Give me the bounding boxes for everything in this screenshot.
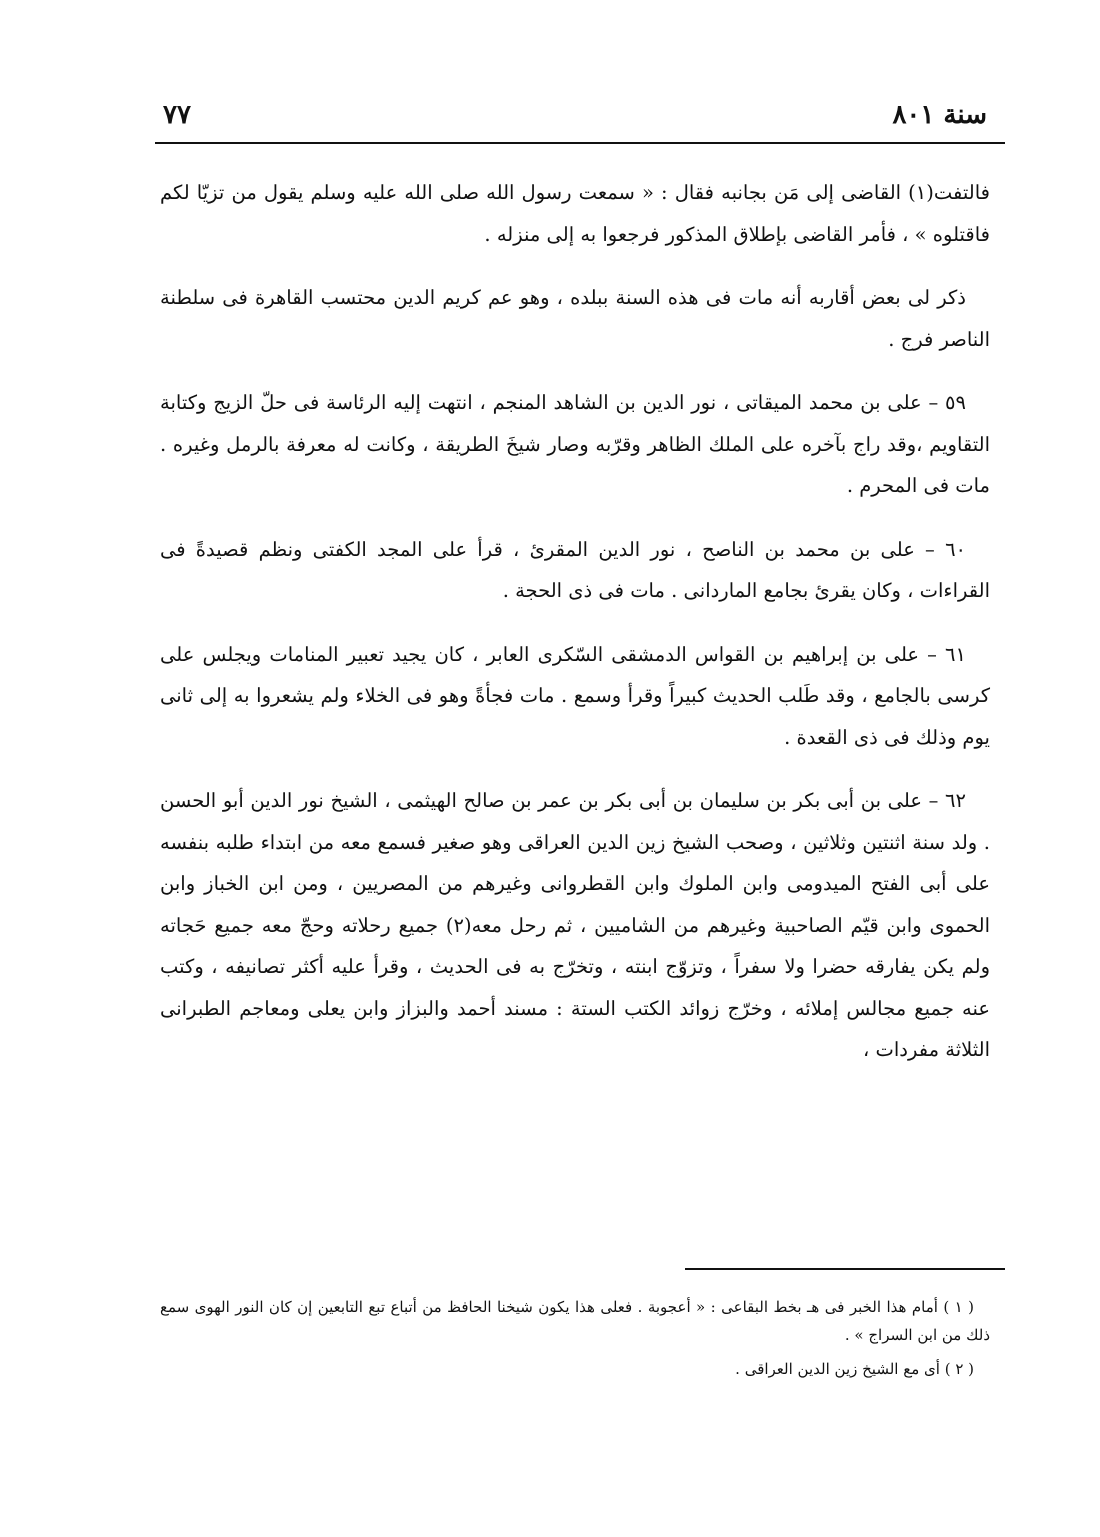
entry-60: ٦٠ – على بن محمد بن الناصح ، نور الدين المقرئ ، قرأ على المجد الكفتى ونظم قصيدةً فى القراءات ، وكان يقرئ بجامع الماردانى . مات فى ذى الحجة . <box>160 537 990 602</box>
main-text <box>160 172 990 1093</box>
footnotes <box>160 1293 990 1389</box>
entry-62: ٦٢ – على بن أبى بكر بن سليمان بن أبى بكر بن عمر بن صالح الهيثمى ، الشيخ نور الدين أبو الحسن . ولد سنة اثنتين وثلاثين ، وصحب الشيخ زين الدين العراقى وهو صغير فسمع معه من ابتداء طلبه بنفسه على أبى الفتح الميدومى وابن الملوك وابن القطروانى وغيرهم من المصريين ، ومن ابن الخباز وابن الحموى وابن قيّم الصاحبية وغيرهم من الشاميين ، ثم رحل معه(٢) جميع رحلاته وحجّ معه جميع حَجاته ولم يكن يفارقه حضرا ولا سفراً ، وتزوّج ابنته ، وتخرّج به فى الحديث ، وقرأ عليه أكثر تصانيفه ، وكتب عنه جميع مجالس إملائه ، وخرّج زوائد الكتب الستة : مسند أحمد والبزاز وابن يعلى ومعاجم الطبرانى الثلاثة مفردات ، <box>160 789 990 1061</box>
entry-59: ٥٩ – على بن محمد الميقاتى ، نور الدين بن الشاهد المنجم ، انتهت إليه الرئاسة فى حلّ الزيج وكتابة التقاويم ،وقد راج بآخره على الملك الظاهر وقرّبه وصار شيخَ الطريقة ، وكانت له معرفة بالرمل وغيره . مات فى المحرم . <box>160 391 990 497</box>
footnote-1: ( ١ ) أمام هذا الخبر فى هـ بخط البقاعى : « أعجوبة . فعلى هذا يكون شيخنا الحافظ من أتباع تبع التابعين إن كان النور الهوى سمع ذلك من ابن السراج » . <box>160 1298 990 1344</box>
paragraph-relative-note: ذكر لى بعض أقاربه أنه مات فى هذه السنة ببلده ، وهو عم كريم الدين محتسب القاهرة فى سلطنة الناصر فرج . <box>160 286 990 351</box>
entry-61: ٦١ – على بن إبراهيم بن القواس الدمشقى السّكرى العابر ، كان يجيد تعبير المنامات ويجلس على كرسى بالجامع ، وقد طَلب الحديث كبيراً وقرأ وسمع . مات فجأةً وهو فى الخلاء ولم يشعروا به إلى ثانى يوم وذلك فى ذى القعدة . <box>160 642 990 749</box>
running-head: سنة ٨٠١ <box>892 100 987 130</box>
paragraph-qadi-story: فالتفت(١) القاضى إلى مَن بجانبه فقال : « سمعت رسول الله صلى الله عليه وسلم يقول من تزيّا لكم فاقتلوه » ، فأمر القاضى بإطلاق المذكور فرجعوا به إلى منزله . <box>160 181 990 246</box>
footnote-separator <box>685 1268 1005 1270</box>
header-rule <box>155 142 1005 144</box>
page-header <box>155 92 1005 140</box>
footnote-2: ( ٢ ) أى مع الشيخ زين الدين العراقى . <box>735 1360 974 1378</box>
page-number: ٧٧ <box>163 100 191 130</box>
